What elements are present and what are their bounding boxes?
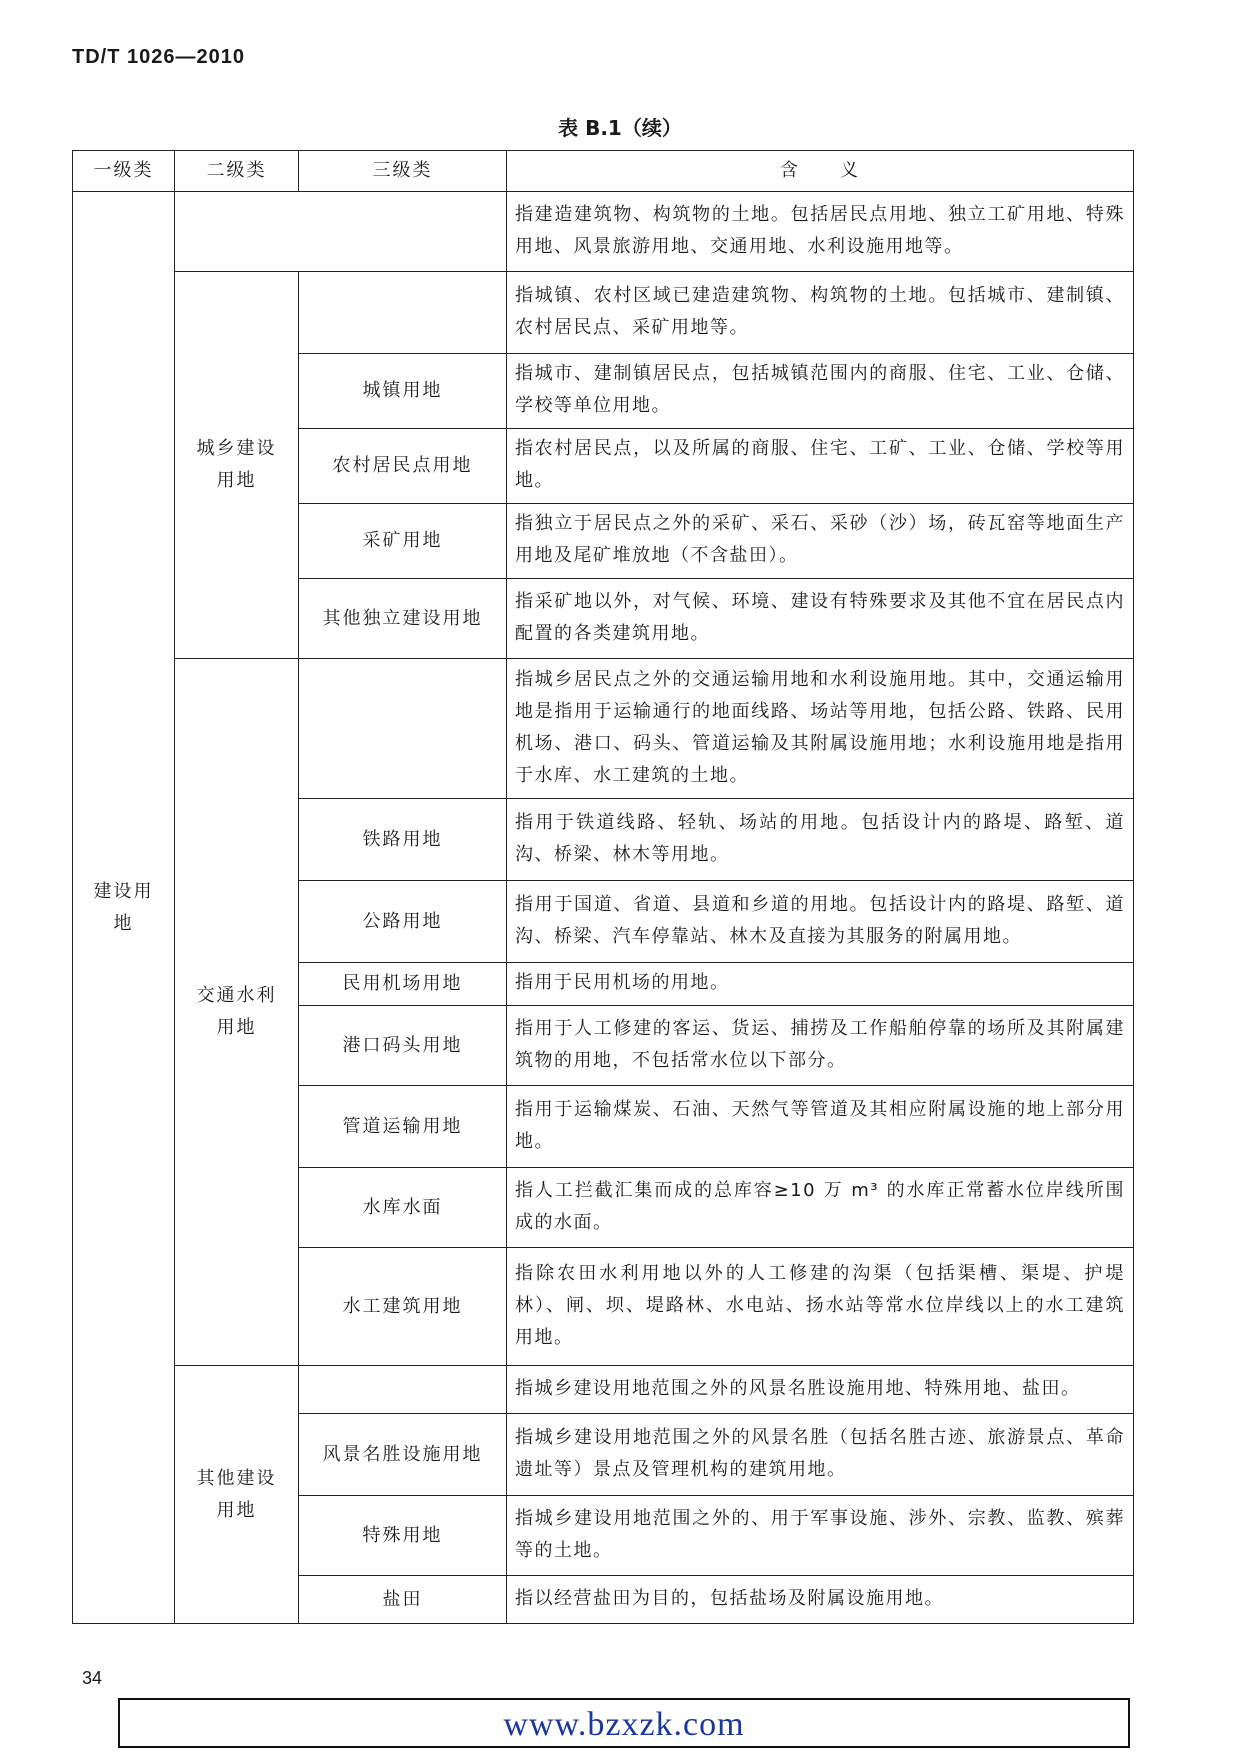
level3-desc: 指用于民用机场的用地。 bbox=[507, 963, 1134, 1006]
level2-desc: 指城乡建设用地范围之外的风景名胜设施用地、特殊用地、盐田。 bbox=[507, 1366, 1134, 1414]
level3-desc: 指农村居民点，以及所属的商服、住宅、工矿、工业、仓储、学校等用地。 bbox=[507, 429, 1134, 504]
level2-cell: 城乡建设用地 bbox=[175, 272, 299, 659]
level3-cell: 风景名胜设施用地 bbox=[299, 1414, 507, 1496]
level3-desc: 指采矿地以外，对气候、环境、建设有特殊要求及其他不宜在居民点内配置的各类建筑用地。 bbox=[507, 579, 1134, 659]
level2-cell: 交通水利用地 bbox=[175, 659, 299, 1366]
table-caption: 表 B.1（续） bbox=[558, 116, 682, 140]
level3-desc: 指用于人工修建的客运、货运、捕捞及工作船舶停靠的场所及其附属建筑物的用地，不包括常水位以下部分。 bbox=[507, 1006, 1134, 1086]
table-row bbox=[73, 272, 1134, 354]
empty-cell bbox=[299, 1366, 507, 1414]
empty-cell bbox=[175, 192, 507, 272]
table-row bbox=[73, 1366, 1134, 1414]
watermark-url: www.bzxzk.com bbox=[503, 1706, 745, 1743]
level3-desc: 指城乡建设用地范围之外的、用于军事设施、涉外、宗教、监教、殡葬等的土地。 bbox=[507, 1496, 1134, 1576]
level3-cell: 农村居民点用地 bbox=[299, 429, 507, 504]
level3-cell: 水工建筑用地 bbox=[299, 1248, 507, 1366]
level3-desc: 指独立于居民点之外的采矿、采石、采砂（沙）场，砖瓦窑等地面生产用地及尾矿堆放地（不含盐田）。 bbox=[507, 504, 1134, 579]
level3-cell: 水库水面 bbox=[299, 1168, 507, 1248]
standard-number: TD/T 1026—2010 bbox=[72, 46, 245, 68]
empty-cell bbox=[299, 659, 507, 799]
table-row bbox=[73, 659, 1134, 799]
level3-desc: 指用于运输煤炭、石油、天然气等管道及其相应附属设施的地上部分用地。 bbox=[507, 1086, 1134, 1168]
level2-desc: 指城乡居民点之外的交通运输用地和水利设施用地。其中，交通运输用地是指用于运输通行的地面线路、场站等用地，包括公路、铁路、民用机场、港口、码头、管道运输及其附属设施用地；水利设施用地是指用于水库、水工建筑的土地。 bbox=[507, 659, 1134, 799]
level3-cell: 采矿用地 bbox=[299, 504, 507, 579]
level3-cell: 公路用地 bbox=[299, 881, 507, 963]
header-meaning: 含 义 bbox=[507, 151, 1134, 192]
level3-cell: 特殊用地 bbox=[299, 1496, 507, 1576]
level3-cell: 其他独立建设用地 bbox=[299, 579, 507, 659]
level3-cell: 港口码头用地 bbox=[299, 1006, 507, 1086]
level3-desc: 指以经营盐田为目的，包括盐场及附属设施用地。 bbox=[507, 1576, 1134, 1624]
header-level2: 二级类 bbox=[175, 151, 299, 192]
level3-cell: 管道运输用地 bbox=[299, 1086, 507, 1168]
level1-desc: 指建造建筑物、构筑物的土地。包括居民点用地、独立工矿用地、特殊用地、风景旅游用地、交通用地、水利设施用地等。 bbox=[507, 192, 1134, 272]
level3-desc: 指用于国道、省道、县道和乡道的用地。包括设计内的路堤、路堑、道沟、桥梁、汽车停靠站、林木及直接为其服务的附属用地。 bbox=[507, 881, 1134, 963]
table-header-row bbox=[73, 151, 1134, 192]
level3-desc: 指城乡建设用地范围之外的风景名胜（包括名胜古迹、旅游景点、革命遗址等）景点及管理机构的建筑用地。 bbox=[507, 1414, 1134, 1496]
level3-desc: 指人工拦截汇集而成的总库容≥10 万 m³ 的水库正常蓄水位岸线所围成的水面。 bbox=[507, 1168, 1134, 1248]
land-use-classification-table bbox=[72, 150, 1134, 1624]
level1-cell: 建设用地 bbox=[73, 192, 175, 1624]
header-level3: 三级类 bbox=[299, 151, 507, 192]
empty-cell bbox=[299, 272, 507, 354]
level3-desc: 指城市、建制镇居民点，包括城镇范围内的商服、住宅、工业、仓储、学校等单位用地。 bbox=[507, 354, 1134, 429]
level3-cell: 铁路用地 bbox=[299, 799, 507, 881]
level2-cell: 其他建设用地 bbox=[175, 1366, 299, 1624]
header-level1: 一级类 bbox=[73, 151, 175, 192]
watermark-banner bbox=[118, 1698, 1130, 1748]
level3-cell: 城镇用地 bbox=[299, 354, 507, 429]
page-number: 34 bbox=[82, 1668, 103, 1688]
level3-desc: 指除农田水利用地以外的人工修建的沟渠（包括渠槽、渠堤、护堤林）、闸、坝、堤路林、水电站、扬水站等常水位岸线以上的水工建筑用地。 bbox=[507, 1248, 1134, 1366]
level3-cell: 民用机场用地 bbox=[299, 963, 507, 1006]
table-row bbox=[73, 192, 1134, 272]
level3-desc: 指用于铁道线路、轻轨、场站的用地。包括设计内的路堤、路堑、道沟、桥梁、林木等用地。 bbox=[507, 799, 1134, 881]
level2-desc: 指城镇、农村区域已建造建筑物、构筑物的土地。包括城市、建制镇、农村居民点、采矿用地等。 bbox=[507, 272, 1134, 354]
level3-cell: 盐田 bbox=[299, 1576, 507, 1624]
